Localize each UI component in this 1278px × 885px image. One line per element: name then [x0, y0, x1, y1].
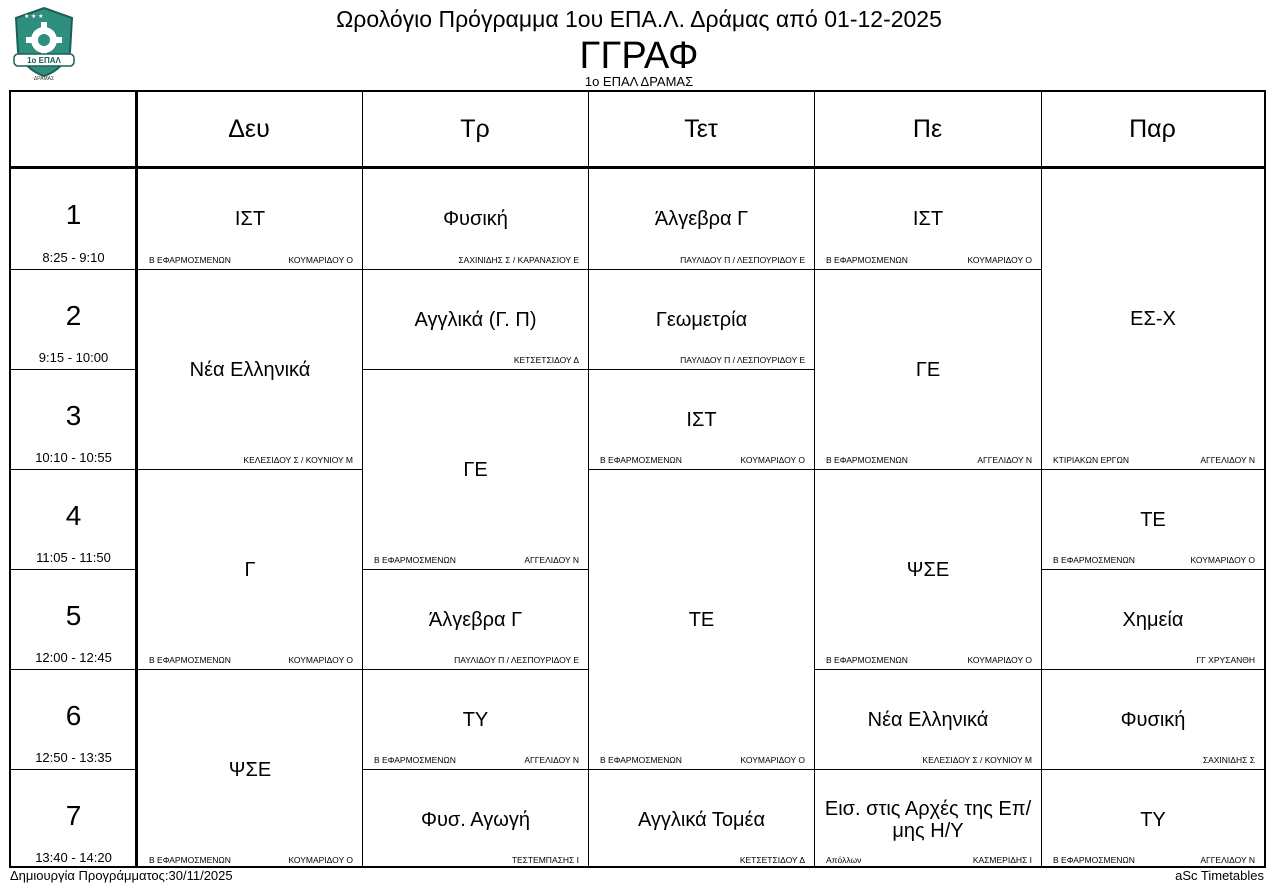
lesson-subject: Άλγεβρα Γ: [654, 208, 749, 230]
lesson-cell[interactable]: [1042, 569, 1264, 669]
lesson-teacher: ΠΑΥΛΙΔΟΥ Π / ΛΕΣΠΟΥΡΙΔΟΥ Ε: [454, 655, 579, 665]
logo-subtext: ΔΡΑΜΑΣ: [33, 76, 55, 82]
timetable-grid: [9, 90, 1266, 868]
period-cell: [11, 169, 136, 269]
period-number: 4: [65, 500, 82, 531]
lesson-teacher: ΑΓΓΕΛΙΔΟΥ Ν: [977, 455, 1032, 465]
day-header: Δευ: [228, 114, 270, 143]
lesson-cell[interactable]: [363, 269, 588, 369]
lesson-room: Β ΕΦΑΡΜΟΣΜΕΝΩΝ: [1053, 555, 1135, 565]
lesson-teacher: ΣΑΧΙΝΙΔΗΣ Σ / ΚΑΡΑΝΑΣΙΟΥ Ε: [458, 255, 579, 265]
class-name: ΓΓΡΑΦ: [579, 35, 699, 77]
lesson-room: Απόλλων: [826, 855, 862, 865]
lesson-subject: Αγγλικά (Γ. Π): [414, 309, 537, 331]
lesson-subject: ΙΣΤ: [912, 208, 944, 230]
lesson-subject: ΤΥ: [1140, 809, 1166, 831]
lesson-cell[interactable]: [138, 469, 362, 669]
lesson-room: Β ΕΦΑΡΜΟΣΜΕΝΩΝ: [374, 755, 456, 765]
lesson-room: Β ΕΦΑΡΜΟΣΜΕΝΩΝ: [826, 655, 908, 665]
period-number: 2: [65, 300, 82, 331]
page-title: Ωρολόγιο Πρόγραμμα 1ου ΕΠΑ.Λ. Δράμας από 01-12-2025: [336, 6, 942, 32]
period-number: 3: [65, 400, 82, 431]
day-header: Παρ: [1129, 114, 1176, 143]
lesson-subject: ΕΣ-Χ: [1130, 308, 1176, 330]
lesson-teacher: ΠΑΥΛΙΔΟΥ Π / ΛΕΣΠΟΥΡΙΔΟΥ Ε: [680, 255, 805, 265]
lesson-room: Β ΕΦΑΡΜΟΣΜΕΝΩΝ: [1053, 855, 1135, 865]
lesson-subject: ΨΣΕ: [228, 759, 272, 781]
lesson-subject: ΙΣΤ: [234, 208, 266, 230]
lesson-subject: Νέα Ελληνικά: [189, 359, 311, 381]
day-header: Τρ: [460, 114, 490, 143]
lesson-cell[interactable]: [815, 769, 1041, 869]
lesson-subject: Φυσική: [1120, 709, 1186, 731]
lesson-subject: ΓΕ: [915, 359, 941, 381]
lesson-cell[interactable]: [363, 369, 588, 569]
lesson-cell[interactable]: [589, 769, 814, 869]
lesson-cell[interactable]: [363, 769, 588, 869]
period-cell: [11, 269, 136, 369]
lesson-cell[interactable]: [138, 169, 362, 269]
lesson-cell[interactable]: [138, 669, 362, 869]
period-number: 5: [65, 600, 82, 631]
lesson-teacher: ΑΓΓΕΛΙΔΟΥ Ν: [524, 555, 579, 565]
period-time: 12:50 - 13:35: [35, 750, 112, 765]
lesson-cell[interactable]: [1042, 669, 1264, 769]
lesson-cell[interactable]: [363, 669, 588, 769]
lesson-teacher: ΚΕΤΣΕΤΣΙΔΟΥ Δ: [513, 355, 579, 365]
period-number: 6: [65, 700, 82, 731]
school-name: 1ο ΕΠΑΛ ΔΡΑΜΑΣ: [584, 74, 694, 89]
lesson-cell[interactable]: [363, 569, 588, 669]
svg-text:★ ★ ★: ★ ★ ★: [24, 14, 44, 20]
logo-text: 1ο ΕΠΑΛ: [27, 56, 61, 65]
lesson-subject: Νέα Ελληνικά: [867, 709, 989, 731]
period-cell: [11, 769, 136, 869]
lesson-subject: ΤΕ: [1140, 509, 1166, 531]
lesson-subject: ΙΣΤ: [686, 409, 717, 431]
lesson-room: Β ΕΦΑΡΜΟΣΜΕΝΩΝ: [374, 555, 456, 565]
lesson-room: Β ΕΦΑΡΜΟΣΜΕΝΩΝ: [600, 755, 682, 765]
lesson-cell[interactable]: [1042, 469, 1264, 569]
period-time: 11:05 - 11:50: [36, 550, 111, 565]
lesson-teacher: ΚΟΥΜΑΡΙΔΟΥ Ο: [288, 255, 353, 265]
lesson-teacher: ΚΟΥΜΑΡΙΔΟΥ Ο: [288, 855, 353, 865]
lesson-subject: Γ: [244, 559, 256, 581]
period-time: 12:00 - 12:45: [35, 650, 112, 665]
period-cell: [11, 369, 136, 469]
period-cell: [11, 669, 136, 769]
lesson-subject: Εισ. στις Αρχές της Επ/μης Η/Υ: [824, 798, 1032, 842]
lesson-teacher: ΚΟΥΜΑΡΙΔΟΥ Ο: [740, 755, 805, 765]
lesson-cell[interactable]: [815, 669, 1041, 769]
lesson-room: Β ΕΦΑΡΜΟΣΜΕΝΩΝ: [149, 655, 231, 665]
period-time: 8:25 - 9:10: [42, 250, 105, 265]
lesson-room: Β ΕΦΑΡΜΟΣΜΕΝΩΝ: [826, 255, 908, 265]
lesson-room: Β ΕΦΑΡΜΟΣΜΕΝΩΝ: [149, 255, 231, 265]
lesson-teacher: ΚΟΥΜΑΡΙΔΟΥ Ο: [740, 455, 805, 465]
lesson-subject: Γεωμετρία: [655, 309, 748, 331]
lesson-cell[interactable]: [589, 269, 814, 369]
lesson-subject: ΤΕ: [688, 609, 715, 631]
lesson-teacher: ΠΑΥΛΙΔΟΥ Π / ΛΕΣΠΟΥΡΙΔΟΥ Ε: [680, 355, 805, 365]
lesson-cell[interactable]: [363, 169, 588, 269]
lesson-teacher: ΚΕΛΕΣΙΔΟΥ Σ / ΚΟΥΝΙΟΥ Μ: [243, 455, 353, 465]
lesson-room: Β ΕΦΑΡΜΟΣΜΕΝΩΝ: [149, 855, 231, 865]
lesson-cell[interactable]: [589, 369, 814, 469]
lesson-teacher: ΤΕΣΤΕΜΠΑΣΗΣ Ι: [511, 855, 579, 865]
lesson-cell[interactable]: [589, 169, 814, 269]
lesson-cell[interactable]: [1042, 169, 1264, 469]
lesson-subject: Αγγλικά Τομέα: [637, 809, 766, 831]
lesson-cell[interactable]: [815, 169, 1041, 269]
day-header: Πε: [912, 114, 943, 143]
lesson-teacher: ΚΑΣΜΕΡΙΔΗΣ Ι: [972, 855, 1032, 865]
lesson-teacher: ΚΟΥΜΑΡΙΔΟΥ Ο: [967, 655, 1032, 665]
lesson-teacher: ΚΕΛΕΣΙΔΟΥ Σ / ΚΟΥΝΙΟΥ Μ: [922, 755, 1032, 765]
period-time: 9:15 - 10:00: [38, 350, 109, 365]
lesson-teacher: ΚΟΥΜΑΡΙΔΟΥ Ο: [1190, 555, 1255, 565]
lesson-cell[interactable]: [815, 469, 1041, 669]
lesson-subject: Χημεία: [1122, 609, 1184, 631]
lesson-room: Β ΕΦΑΡΜΟΣΜΕΝΩΝ: [600, 455, 682, 465]
period-time: 13:40 - 14:20: [35, 850, 112, 865]
period-number: 7: [65, 800, 82, 831]
period-cell: [11, 569, 136, 669]
day-header: Τετ: [684, 114, 718, 143]
lesson-teacher: ΣΑΧΙΝΙΔΗΣ Σ: [1202, 755, 1255, 765]
lesson-cell[interactable]: [138, 269, 362, 469]
period-number: 1: [65, 199, 82, 230]
created-date: Δημιουργία Προγράμματος:30/11/2025: [10, 868, 233, 883]
lesson-teacher: ΑΓΓΕΛΙΔΟΥ Ν: [1200, 455, 1255, 465]
lesson-cell[interactable]: [815, 269, 1041, 469]
generator-name: aSc Timetables: [1175, 868, 1264, 883]
lesson-subject: Άλγεβρα Γ: [428, 609, 523, 631]
lesson-teacher: ΚΟΥΜΑΡΙΔΟΥ Ο: [288, 655, 353, 665]
lesson-room: Β ΕΦΑΡΜΟΣΜΕΝΩΝ: [826, 455, 908, 465]
lesson-teacher: ΚΟΥΜΑΡΙΔΟΥ Ο: [967, 255, 1032, 265]
lesson-subject: Φυσική: [443, 208, 508, 230]
lesson-subject: ΓΕ: [463, 459, 488, 481]
lesson-cell[interactable]: [589, 469, 814, 769]
period-time: 10:10 - 10:55: [35, 450, 112, 465]
lesson-teacher: ΓΓ ΧΡΥΣΑΝΘΗ: [1196, 655, 1255, 665]
lesson-subject: ΨΣΕ: [906, 559, 950, 581]
lesson-subject: ΤΥ: [462, 709, 489, 731]
period-cell: [11, 469, 136, 569]
lesson-subject: Φυσ. Αγωγή: [421, 809, 530, 831]
lesson-teacher: ΑΓΓΕΛΙΔΟΥ Ν: [524, 755, 579, 765]
lesson-teacher: ΑΓΓΕΛΙΔΟΥ Ν: [1200, 855, 1255, 865]
lesson-room: ΚΤΙΡΙΑΚΩΝ ΕΡΓΩΝ: [1053, 455, 1129, 465]
lesson-cell[interactable]: [1042, 769, 1264, 869]
lesson-teacher: ΚΕΤΣΕΤΣΙΔΟΥ Δ: [739, 855, 805, 865]
